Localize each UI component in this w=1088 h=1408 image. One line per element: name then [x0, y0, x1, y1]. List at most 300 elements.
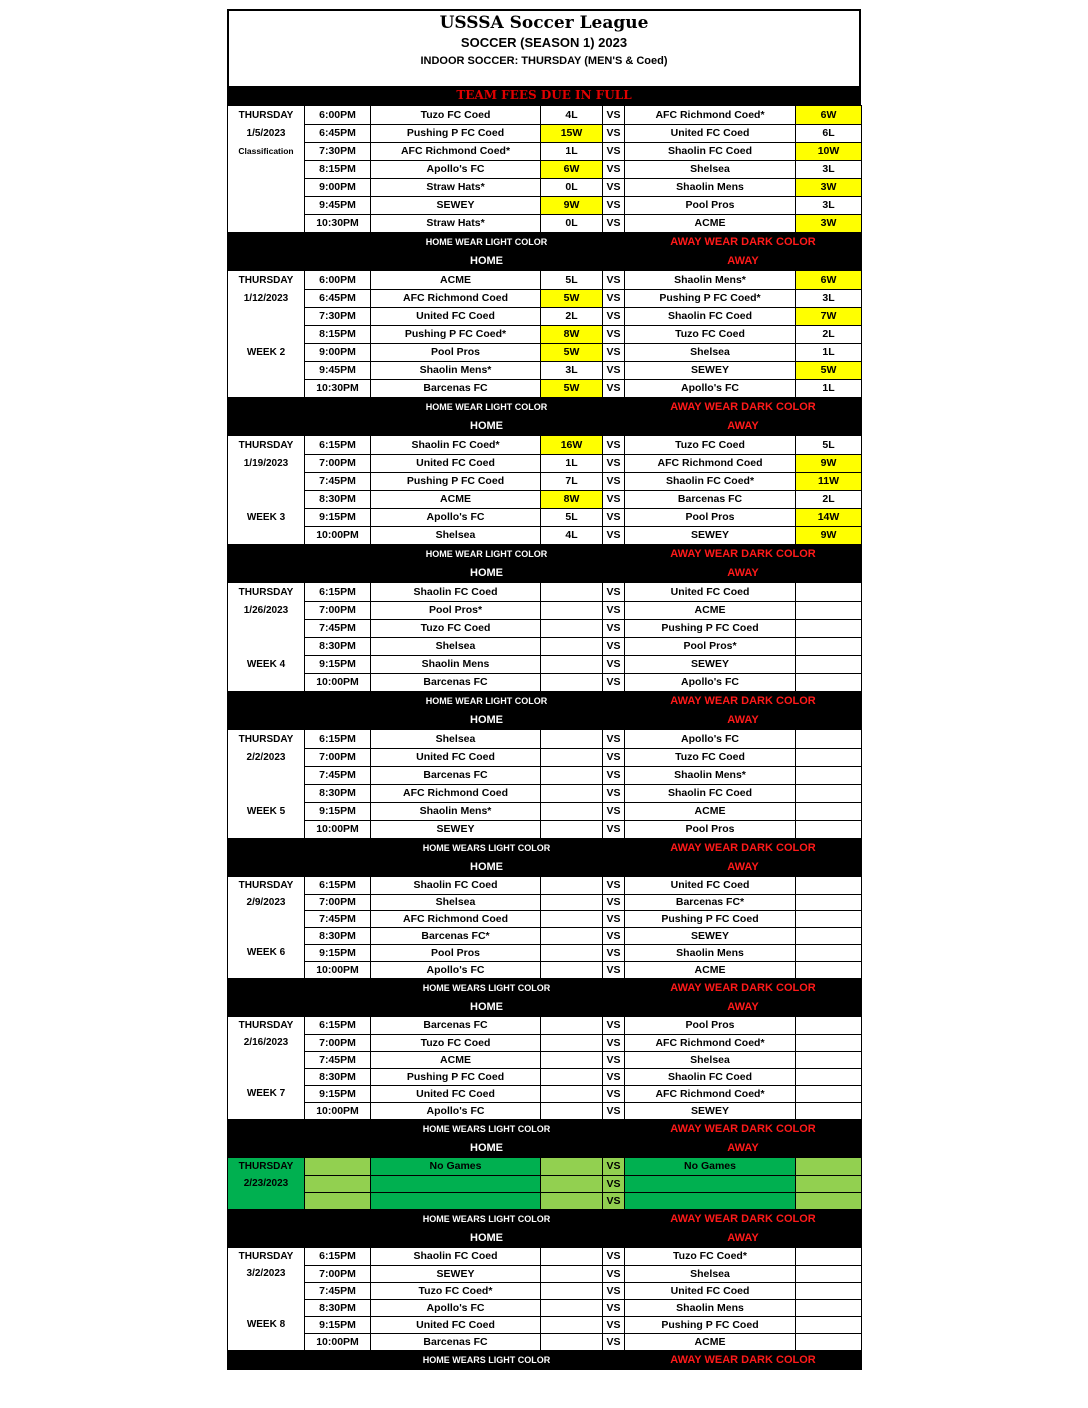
home-heading: HOME [371, 564, 603, 583]
day-cell-blank [228, 619, 305, 637]
away-result: 3L [796, 160, 862, 178]
week-label: Classification [228, 142, 305, 160]
game-time: 8:30PM [305, 1299, 371, 1316]
vs-label: VS [603, 472, 625, 490]
home-result: 9W [541, 196, 603, 214]
home-team: Pushing P FC Coed [371, 1068, 541, 1085]
day-cell-blank [228, 1333, 305, 1351]
game-row [228, 961, 862, 979]
away-result [796, 1282, 862, 1299]
band-blank [228, 1351, 305, 1370]
vs-label: VS [603, 766, 625, 784]
away-result [796, 601, 862, 619]
away-team: Shaolin FC Coed* [625, 472, 796, 490]
home-color-rule: HOME WEARS LIGHT COLOR [371, 1120, 603, 1139]
band-blank [228, 858, 305, 877]
band-blank [603, 1139, 625, 1158]
home-result [541, 1051, 603, 1068]
game-row [228, 1158, 862, 1176]
game-row [228, 1333, 862, 1351]
away-team: Shaolin Mens [625, 944, 796, 961]
game-time: 6:45PM [305, 124, 371, 142]
away-team: Pushing P FC Coed [625, 619, 796, 637]
game-row [228, 214, 862, 233]
game-row [228, 178, 862, 196]
band-blank [305, 1210, 371, 1229]
band-blank [305, 417, 371, 436]
away-heading: AWAY [625, 1229, 862, 1248]
vs-label: VS [603, 196, 625, 214]
away-team: Barcenas FC* [625, 894, 796, 910]
game-row [228, 748, 862, 766]
game-time: 6:15PM [305, 436, 371, 455]
day-of-week: THURSDAY [228, 436, 305, 455]
away-team: AFC Richmond Coed* [625, 1034, 796, 1051]
vs-label: VS [603, 1192, 625, 1210]
game-row [228, 454, 862, 472]
home-team: United FC Coed [371, 748, 541, 766]
game-time: 8:30PM [305, 1068, 371, 1085]
game-time: 6:00PM [305, 106, 371, 125]
game-time: 6:15PM [305, 877, 371, 895]
day-cell-blank [228, 1299, 305, 1316]
home-result [541, 1175, 603, 1192]
week-label: WEEK 8 [228, 1316, 305, 1333]
day-cell-blank [228, 766, 305, 784]
home-result [541, 910, 603, 927]
away-result: 3L [796, 196, 862, 214]
band-blank [228, 417, 305, 436]
game-row [228, 124, 862, 142]
home-result [541, 1034, 603, 1051]
day-cell-blank [228, 196, 305, 214]
away-heading: AWAY [625, 998, 862, 1017]
game-row [228, 1068, 862, 1085]
away-team: ACME [625, 802, 796, 820]
vs-label: VS [603, 1017, 625, 1035]
game-row [228, 766, 862, 784]
game-time: 10:00PM [305, 673, 371, 692]
home-team: ACME [371, 490, 541, 508]
game-row [228, 1102, 862, 1120]
band-blank [228, 564, 305, 583]
game-row [228, 307, 862, 325]
away-team: Shelsea [625, 343, 796, 361]
day-cell-blank [228, 472, 305, 490]
home-color-rule: HOME WEAR LIGHT COLOR [371, 398, 603, 417]
away-team: Shaolin FC Coed [625, 307, 796, 325]
away-team: Shaolin Mens [625, 1299, 796, 1316]
vs-label: VS [603, 1068, 625, 1085]
away-heading: AWAY [625, 858, 862, 877]
game-row [228, 730, 862, 749]
away-result: 2L [796, 490, 862, 508]
day-cell-blank [228, 325, 305, 343]
band-blank [603, 1229, 625, 1248]
home-result [541, 730, 603, 749]
vs-label: VS [603, 730, 625, 749]
home-team: No Games [371, 1158, 541, 1176]
away-result [796, 784, 862, 802]
game-date: 2/23/2023 [228, 1175, 305, 1192]
schedule-page [227, 9, 861, 1370]
home-team: Shaolin FC Coed [371, 583, 541, 602]
home-team: Shaolin FC Coed [371, 877, 541, 895]
home-team: SEWEY [371, 820, 541, 839]
home-team: Barcenas FC [371, 379, 541, 398]
band-blank [228, 252, 305, 271]
home-team: United FC Coed [371, 1085, 541, 1102]
game-row [228, 944, 862, 961]
home-team: Shelsea [371, 637, 541, 655]
home-team: United FC Coed [371, 454, 541, 472]
band-blank [228, 692, 305, 711]
away-result: 10W [796, 142, 862, 160]
home-team: Barcenas FC [371, 1017, 541, 1035]
away-team: Shelsea [625, 1051, 796, 1068]
away-result [796, 1102, 862, 1120]
vs-label: VS [603, 748, 625, 766]
home-team: Apollo's FC [371, 1102, 541, 1120]
vs-label: VS [603, 1051, 625, 1068]
home-result [541, 766, 603, 784]
home-team: Shaolin Mens* [371, 361, 541, 379]
away-team: Barcenas FC [625, 490, 796, 508]
fee-notice: TEAM FEES DUE IN FULL [227, 86, 861, 105]
game-row [228, 1282, 862, 1299]
day-of-week: THURSDAY [228, 106, 305, 125]
home-result [541, 637, 603, 655]
home-result: 0L [541, 214, 603, 233]
division-title: INDOOR SOCCER: THURSDAY (MEN'S & Coed) [420, 55, 668, 67]
band-blank [305, 1229, 371, 1248]
home-away-row [228, 998, 862, 1017]
home-result [541, 1085, 603, 1102]
vs-label: VS [603, 1265, 625, 1282]
day-cell-blank [228, 784, 305, 802]
home-team: Pushing P FC Coed [371, 472, 541, 490]
game-time: 9:15PM [305, 655, 371, 673]
game-time: 6:15PM [305, 583, 371, 602]
home-team: Barcenas FC [371, 673, 541, 692]
game-time: 7:00PM [305, 601, 371, 619]
game-row [228, 472, 862, 490]
game-time: 8:30PM [305, 784, 371, 802]
away-color-rule: AWAY WEAR DARK COLOR [625, 692, 862, 711]
home-away-row [228, 564, 862, 583]
home-result [541, 673, 603, 692]
home-team: Straw Hats* [371, 214, 541, 233]
day-cell-blank [228, 1068, 305, 1085]
band-blank [305, 398, 371, 417]
game-time: 9:15PM [305, 802, 371, 820]
game-row [228, 601, 862, 619]
day-cell-blank [228, 927, 305, 944]
day-cell-blank [228, 961, 305, 979]
band-blank [228, 839, 305, 858]
game-time [305, 1192, 371, 1210]
home-team: Pushing P FC Coed [371, 124, 541, 142]
league-title: USSSA Soccer League [439, 13, 649, 33]
home-team: Apollo's FC [371, 508, 541, 526]
band-blank [603, 858, 625, 877]
away-result: 3W [796, 178, 862, 196]
away-team: Tuzo FC Coed [625, 748, 796, 766]
game-time: 7:00PM [305, 894, 371, 910]
vs-label: VS [603, 673, 625, 692]
game-row [228, 1265, 862, 1282]
vs-label: VS [603, 877, 625, 895]
vs-label: VS [603, 214, 625, 233]
away-team: ACME [625, 961, 796, 979]
home-color-rule: HOME WEAR LIGHT COLOR [371, 692, 603, 711]
away-team: Shaolin FC Coed [625, 784, 796, 802]
away-result: 7W [796, 307, 862, 325]
away-result [796, 748, 862, 766]
vs-label: VS [603, 454, 625, 472]
home-result [541, 1017, 603, 1035]
home-result [541, 961, 603, 979]
vs-label: VS [603, 910, 625, 927]
away-team: Pool Pros* [625, 637, 796, 655]
band-blank [305, 564, 371, 583]
vs-label: VS [603, 784, 625, 802]
day-cell-blank [228, 160, 305, 178]
home-result [541, 1333, 603, 1351]
away-result: 1L [796, 343, 862, 361]
game-row [228, 325, 862, 343]
home-team: United FC Coed [371, 307, 541, 325]
game-time [305, 1175, 371, 1192]
band-blank [228, 398, 305, 417]
band-blank [228, 545, 305, 564]
away-result [796, 910, 862, 927]
day-cell-blank [228, 490, 305, 508]
game-time: 9:15PM [305, 508, 371, 526]
away-team: Shaolin FC Coed [625, 142, 796, 160]
home-team: Apollo's FC [371, 1299, 541, 1316]
home-result [541, 1102, 603, 1120]
day-cell-blank [228, 178, 305, 196]
away-result [796, 1248, 862, 1266]
away-team: SEWEY [625, 1102, 796, 1120]
home-team: AFC Richmond Coed [371, 289, 541, 307]
home-team [371, 1192, 541, 1210]
home-result [541, 1068, 603, 1085]
game-time: 10:00PM [305, 961, 371, 979]
game-time: 10:00PM [305, 1102, 371, 1120]
vs-label: VS [603, 508, 625, 526]
away-heading: AWAY [625, 417, 862, 436]
away-result [796, 820, 862, 839]
home-result [541, 820, 603, 839]
home-team: Barcenas FC* [371, 927, 541, 944]
band-blank [305, 252, 371, 271]
away-result [796, 1175, 862, 1192]
game-row [228, 1316, 862, 1333]
game-time: 7:30PM [305, 307, 371, 325]
vs-label: VS [603, 436, 625, 455]
home-team: Shelsea [371, 526, 541, 545]
home-result: 6W [541, 160, 603, 178]
home-heading: HOME [371, 1229, 603, 1248]
away-result [796, 673, 862, 692]
home-result [541, 1265, 603, 1282]
band-blank [228, 1210, 305, 1229]
week-label: WEEK 5 [228, 802, 305, 820]
day-cell-blank [228, 1282, 305, 1299]
band-blank [305, 858, 371, 877]
game-row [228, 673, 862, 692]
away-result: 9W [796, 454, 862, 472]
color-rule-row [228, 398, 862, 417]
week-label: WEEK 6 [228, 944, 305, 961]
day-cell-blank [228, 1192, 305, 1210]
game-date: 1/26/2023 [228, 601, 305, 619]
week-label: WEEK 2 [228, 343, 305, 361]
away-team: Apollo's FC [625, 673, 796, 692]
game-row [228, 196, 862, 214]
day-cell-blank [228, 214, 305, 233]
band-blank [603, 998, 625, 1017]
away-color-rule: AWAY WEAR DARK COLOR [625, 1351, 862, 1370]
game-time: 6:15PM [305, 1248, 371, 1266]
band-blank [603, 417, 625, 436]
home-team: Pool Pros* [371, 601, 541, 619]
season-title: SOCCER (SEASON 1) 2023 [460, 35, 628, 50]
home-team: Pool Pros [371, 944, 541, 961]
home-color-rule: HOME WEAR LIGHT COLOR [371, 233, 603, 252]
home-team: AFC Richmond Coed [371, 784, 541, 802]
game-row [228, 802, 862, 820]
game-time: 8:30PM [305, 927, 371, 944]
game-time: 6:00PM [305, 271, 371, 290]
away-color-rule: AWAY WEAR DARK COLOR [625, 233, 862, 252]
away-result: 2L [796, 325, 862, 343]
vs-label: VS [603, 1333, 625, 1351]
home-team: AFC Richmond Coed [371, 910, 541, 927]
day-cell-blank [228, 820, 305, 839]
home-color-rule: HOME WEAR LIGHT COLOR [371, 545, 603, 564]
away-team: SEWEY [625, 927, 796, 944]
day-cell-blank [228, 910, 305, 927]
vs-label: VS [603, 894, 625, 910]
away-team: Shelsea [625, 1265, 796, 1282]
home-away-row [228, 858, 862, 877]
away-color-rule: AWAY WEAR DARK COLOR [625, 545, 862, 564]
home-team: Shaolin FC Coed [371, 1248, 541, 1266]
home-team: Tuzo FC Coed [371, 1034, 541, 1051]
band-blank [305, 545, 371, 564]
game-time: 9:15PM [305, 1085, 371, 1102]
home-result: 8W [541, 490, 603, 508]
away-result: 6L [796, 124, 862, 142]
schedule-header [227, 9, 861, 86]
game-row [228, 894, 862, 910]
game-time: 8:30PM [305, 637, 371, 655]
away-result: 3L [796, 289, 862, 307]
vs-label: VS [603, 961, 625, 979]
away-result [796, 894, 862, 910]
home-heading: HOME [371, 1139, 603, 1158]
band-blank [603, 233, 625, 252]
away-result: 11W [796, 472, 862, 490]
game-row [228, 379, 862, 398]
home-result [541, 877, 603, 895]
away-heading: AWAY [625, 564, 862, 583]
vs-label: VS [603, 307, 625, 325]
home-color-rule: HOME WEARS LIGHT COLOR [371, 979, 603, 998]
game-time: 10:30PM [305, 379, 371, 398]
game-row [228, 927, 862, 944]
home-team: SEWEY [371, 1265, 541, 1282]
away-result [796, 619, 862, 637]
away-heading: AWAY [625, 711, 862, 730]
away-team: Pool Pros [625, 820, 796, 839]
game-row [228, 1051, 862, 1068]
color-rule-row [228, 1351, 862, 1370]
color-rule-row [228, 1210, 862, 1229]
band-blank [603, 839, 625, 858]
game-time: 9:45PM [305, 361, 371, 379]
vs-label: VS [603, 1158, 625, 1176]
day-of-week: THURSDAY [228, 1248, 305, 1266]
home-result [541, 927, 603, 944]
home-result: 5W [541, 379, 603, 398]
game-row [228, 436, 862, 455]
game-time: 8:15PM [305, 160, 371, 178]
game-date: 3/2/2023 [228, 1265, 305, 1282]
band-blank [228, 1120, 305, 1139]
home-result [541, 944, 603, 961]
away-result [796, 766, 862, 784]
home-team: SEWEY [371, 196, 541, 214]
home-away-row [228, 417, 862, 436]
away-result [796, 1265, 862, 1282]
home-heading: HOME [371, 252, 603, 271]
away-color-rule: AWAY WEAR DARK COLOR [625, 839, 862, 858]
vs-label: VS [603, 1175, 625, 1192]
away-team: Apollo's FC [625, 730, 796, 749]
away-color-rule: AWAY WEAR DARK COLOR [625, 1210, 862, 1229]
away-result: 9W [796, 526, 862, 545]
away-result [796, 1299, 862, 1316]
band-blank [228, 711, 305, 730]
game-row [228, 784, 862, 802]
away-heading: AWAY [625, 1139, 862, 1158]
band-blank [603, 1351, 625, 1370]
game-time: 7:00PM [305, 454, 371, 472]
vs-label: VS [603, 1282, 625, 1299]
home-heading: HOME [371, 858, 603, 877]
away-team: Pushing P FC Coed [625, 910, 796, 927]
home-result [541, 583, 603, 602]
vs-label: VS [603, 619, 625, 637]
game-row [228, 526, 862, 545]
home-team: Apollo's FC [371, 160, 541, 178]
away-team: SEWEY [625, 526, 796, 545]
home-team: Shaolin Mens [371, 655, 541, 673]
game-date: 1/5/2023 [228, 124, 305, 142]
game-time: 7:45PM [305, 910, 371, 927]
away-result [796, 1068, 862, 1085]
game-time: 10:00PM [305, 820, 371, 839]
band-blank [603, 1120, 625, 1139]
color-rule-row [228, 839, 862, 858]
vs-label: VS [603, 343, 625, 361]
vs-label: VS [603, 944, 625, 961]
vs-label: VS [603, 325, 625, 343]
